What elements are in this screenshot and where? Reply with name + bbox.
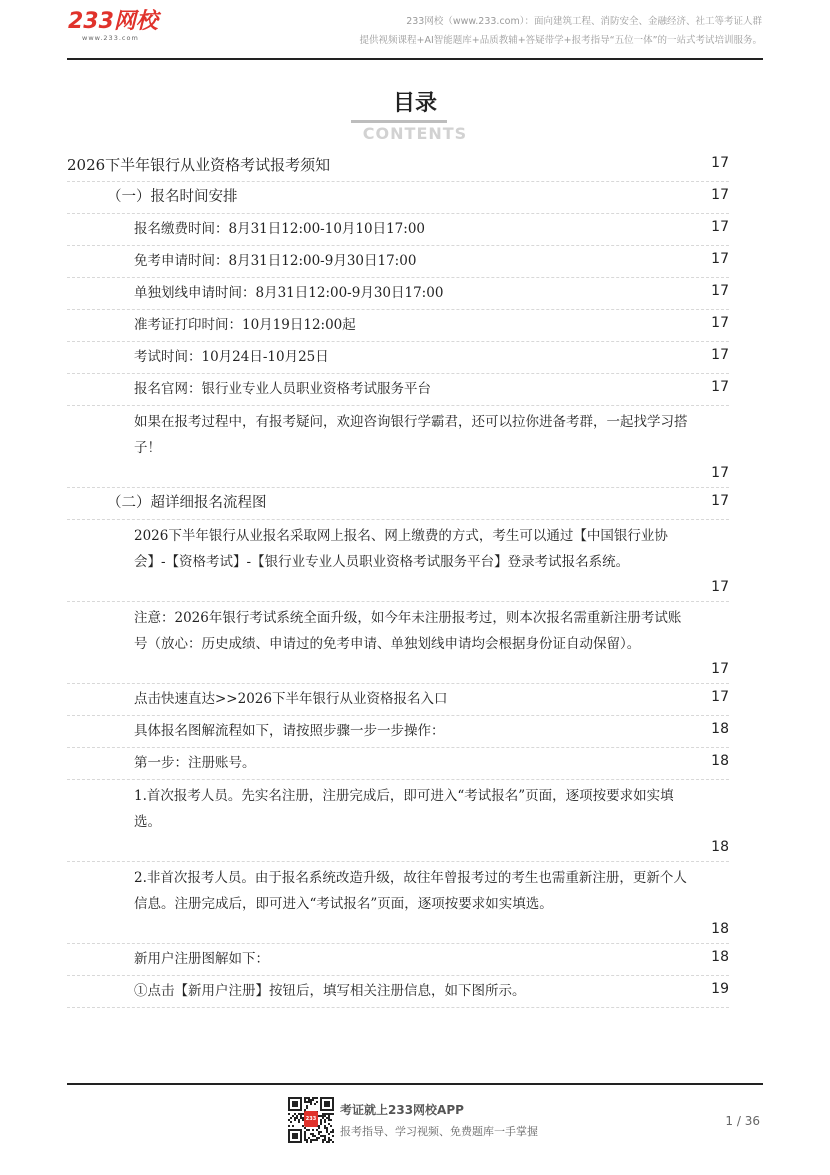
logo-url: www.233.com (82, 34, 139, 42)
toc-entry-text: 考试时间：10月24日-10月25日 (134, 349, 329, 365)
toc-subtitle: CONTENTS (362, 124, 468, 143)
toc-title: 目录 (392, 91, 437, 116)
toc-entry-page: 17 (711, 493, 729, 509)
logo-text: 233网校 (68, 9, 158, 34)
toc-entry[interactable] (67, 716, 729, 748)
page-indicator: 1 / 36 (725, 1114, 760, 1128)
toc-entry-page: 17 (711, 251, 729, 267)
toc-entry-text: （一）报名时间安排 (107, 189, 238, 205)
toc-entry[interactable] (67, 342, 729, 374)
toc-entry-page: 17 (711, 315, 729, 331)
toc-entry-text: 第一步：注册账号。 (134, 755, 256, 771)
toc-entry[interactable] (67, 684, 729, 716)
toc-entry-text: 2.非首次报考人员。由于报名系统改造升级，故往年曾报考过的考生也需重新注册，更新个人信息。注册完成后，即可进入“考试报名”页面，逐项按要求如实填选。 (134, 870, 687, 912)
toc-entry-page: 17 (711, 187, 729, 203)
toc-entry-page: 17 (711, 579, 729, 595)
toc-entry[interactable] (67, 278, 729, 310)
toc-entry[interactable] (67, 246, 729, 278)
toc-entry[interactable] (67, 214, 729, 246)
header-divider (67, 58, 763, 60)
toc-entry-text: 新用户注册图解如下： (134, 951, 269, 967)
toc-entry-page: 18 (711, 721, 729, 737)
toc-entry-text: 单独划线申请时间：8月31日12:00-9月30日17:00 (134, 285, 444, 301)
toc-entry-page: 17 (711, 379, 729, 395)
toc-entry[interactable] (67, 862, 729, 944)
page-header (0, 0, 830, 60)
toc-entry[interactable] (67, 602, 729, 684)
toc-entry-page: 19 (711, 981, 729, 997)
toc-entry[interactable] (67, 182, 729, 214)
header-tagline (360, 12, 763, 50)
toc-entry[interactable] (67, 374, 729, 406)
toc-entry-text: 1.首次报考人员。先实名注册，注册完成后，即可进入“考试报名”页面，逐项按要求如实填选。 (134, 788, 674, 830)
toc-entry-page: 17 (711, 347, 729, 363)
toc-entry[interactable] (67, 976, 729, 1008)
toc-entry[interactable] (67, 748, 729, 780)
toc-entry-text: （二）超详细报名流程图 (107, 495, 267, 511)
toc-entry-text: 注意：2026年银行考试系统全面升级，如今年未注册报考过，则本次报名需重新注册考试账号（放心：历史成绩、申请过的免考申请、单独划线申请均会根据身份证自动保留）。 (134, 610, 682, 652)
footer-divider (67, 1083, 763, 1085)
toc-entry-page: 18 (711, 949, 729, 965)
toc-entry-page: 17 (711, 155, 729, 171)
app-badge-icon (304, 1111, 318, 1127)
toc-entry-text: 准考证打印时间：10月19日12:00起 (134, 317, 356, 333)
toc-entry-text: 点击快速直达>>2026下半年银行从业资格报名入口 (134, 691, 448, 707)
toc-entry[interactable] (67, 780, 729, 862)
toc-entry-page: 17 (711, 465, 729, 481)
toc-title-underline (351, 120, 447, 123)
toc-entry-text: 免考申请时间：8月31日12:00-9月30日17:00 (134, 253, 417, 269)
table-of-contents (67, 150, 729, 1008)
app-badge-label: 233 (305, 1116, 317, 1122)
brand-logo[interactable] (68, 10, 158, 42)
toc-entry[interactable] (67, 488, 729, 520)
footer-app-title: 考证就上233网校APP (340, 1103, 464, 1117)
toc-entry-page: 17 (711, 689, 729, 705)
toc-entry[interactable] (67, 150, 729, 182)
toc-entry-page: 18 (711, 921, 729, 937)
toc-entry-page: 17 (711, 219, 729, 235)
toc-entry-text: 2026下半年银行从业资格考试报考须知 (67, 156, 331, 174)
toc-entry-page: 17 (711, 661, 729, 677)
toc-entry-page: 17 (711, 283, 729, 299)
footer-app-subtitle: 报考指导、学习视频、免费题库一手掌握 (340, 1125, 538, 1138)
tagline-line-1: 233网校（www.233.com）：面向建筑工程、消防安全、金融经济、社工等考证人群 (406, 16, 762, 27)
toc-entry-text: 报名官网：银行业专业人员职业资格考试服务平台 (134, 381, 431, 397)
toc-entry-text: ①点击【新用户注册】按钮后，填写相关注册信息，如下图所示。 (134, 983, 526, 999)
toc-entry[interactable] (67, 944, 729, 976)
tagline-line-2: 提供视频课程+AI智能题库+品质教辅+答疑带学+报考指导“五位一体”的一站式考试培训服务。 (359, 35, 762, 46)
toc-entry-text: 如果在报考过程中，有报考疑问，欢迎咨询银行学霸君，还可以拉你进备考群，一起找学习搭子！ (134, 414, 688, 456)
toc-entry-page: 18 (711, 753, 729, 769)
toc-entry-page: 18 (711, 839, 729, 855)
toc-entry-text: 具体报名图解流程如下，请按照步骤一步一步操作： (134, 723, 445, 739)
toc-entry[interactable] (67, 406, 729, 488)
toc-entry[interactable] (67, 520, 729, 602)
toc-entry[interactable] (67, 310, 729, 342)
toc-entry-text: 2026下半年银行从业报名采取网上报名、网上缴费的方式，考生可以通过【中国银行业协会】-【资格考试】-【银行业专业人员职业资格考试服务平台】登录考试报名系统。 (134, 528, 668, 570)
toc-entry-text: 报名缴费时间：8月31日12:00-10月10日17:00 (134, 221, 425, 237)
